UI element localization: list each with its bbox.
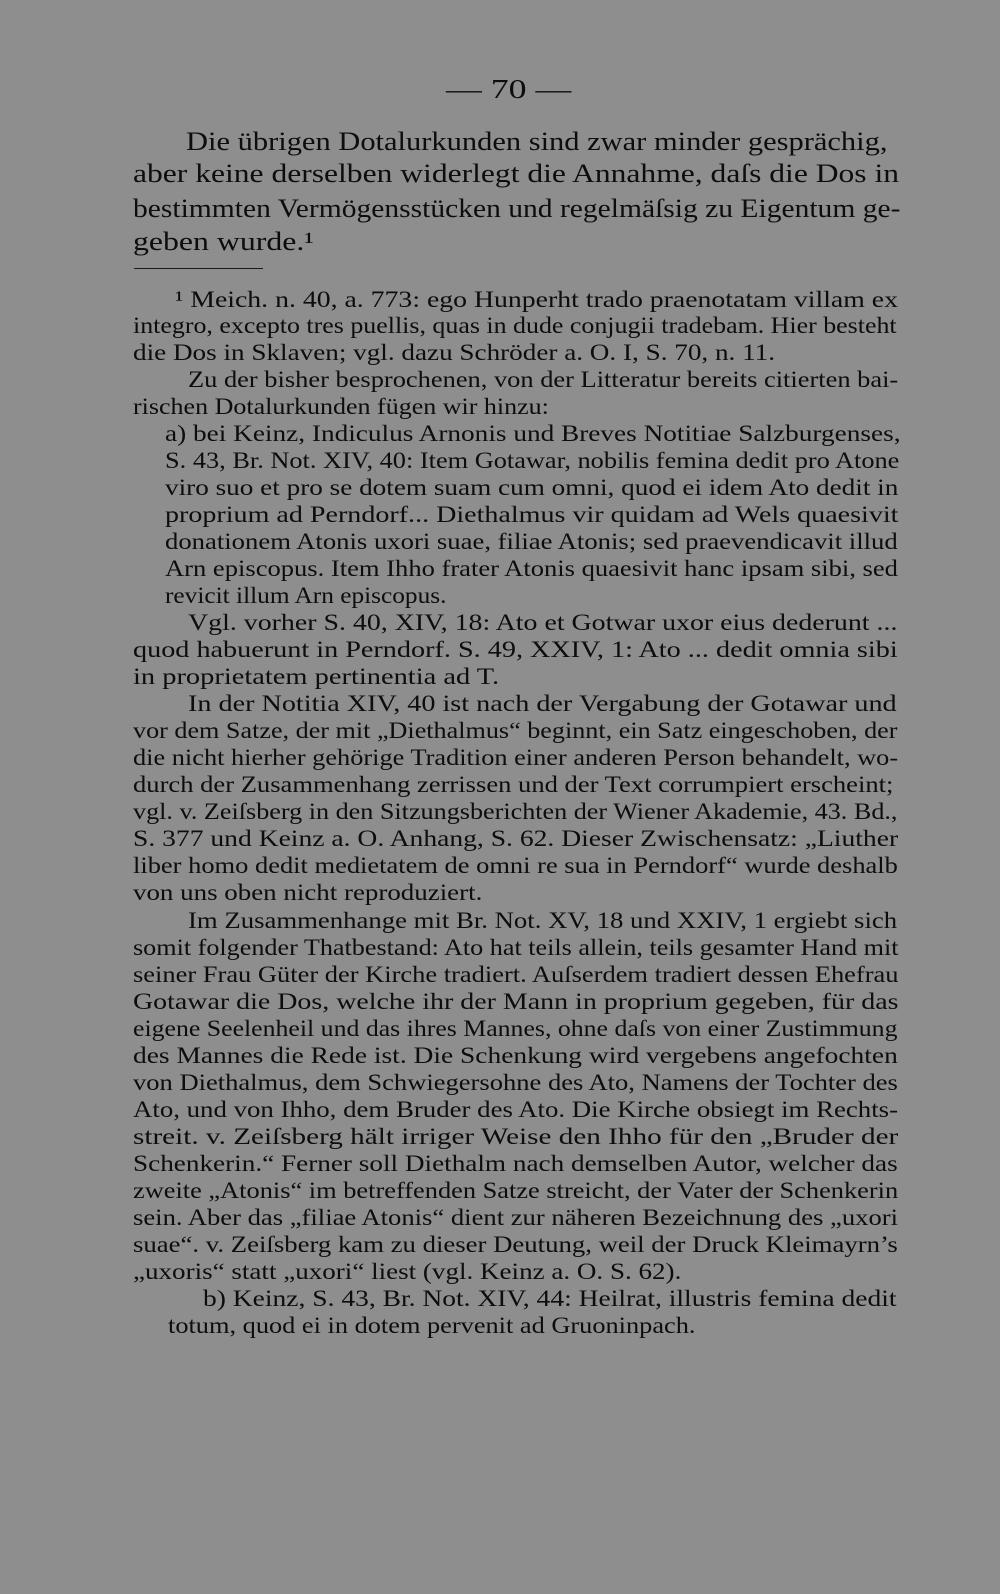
main-text-line: aber keine derselben widerlegt die Annahme, daſs die Dos in <box>133 159 900 188</box>
footnote-line: die Dos in Sklaven; vgl. dazu Schröder a. O. I, S. 70, n. 11. <box>133 340 776 365</box>
footnote-line: die nicht hierher gehörige Tradition einer anderen Person behandelt, wo- <box>133 745 899 770</box>
footnote-line: S. 43, Br. Not. XIV, 40: Item Gotawar, nobilis femina dedit pro Atone <box>165 448 900 473</box>
footnote-line: in proprietatem pertinentia ad T. <box>133 664 500 689</box>
footnote-line: vor dem Satze, der mit „Diethalmus“ beginnt, ein Satz eingeschoben, der <box>133 718 898 743</box>
footnote-line: Arn episcopus. Item Ihho frater Atonis quaesivit hanc ipsam sibi, sed <box>165 556 898 581</box>
footnote-line: integro, excepto tres puellis, quas in dude conjugii tradebam. Hier besteht <box>133 313 897 338</box>
footnote-line: proprium ad Perndorf... Diethalmus vir quidam ad Wels quaesivit <box>165 502 899 527</box>
footnote-line: somit folgender Thatbestand: Ato hat teils allein, teils gesamter Hand mit <box>133 935 899 960</box>
footnote-line: von uns oben nicht reproduziert. <box>133 880 483 905</box>
footnote-line: donationem Atonis uxori suae, filiae Atonis; sed praevendicavit illud <box>165 529 898 554</box>
footnote-line: streit. v. Zeiſsberg hält irriger Weise den Ihho für den „Bruder der <box>133 1124 899 1149</box>
footnote-line: Zu der bisher besprochenen, von der Litteratur bereits citierten bai- <box>188 367 899 392</box>
page-number: — 70 — <box>446 74 572 104</box>
footnote-line: durch der Zusammenhang zerrissen und der Text corrumpiert erscheint; <box>133 772 894 797</box>
footnote-line: Ato, und von Ihho, dem Bruder des Ato. Die Kirche obsiegt im Rechts- <box>133 1097 899 1122</box>
footnote-line: revicit illum Arn episcopus. <box>165 583 447 608</box>
footnote-line: „uxoris“ statt „uxori“ liest (vgl. Keinz a. O. S. 62). <box>133 1259 682 1284</box>
main-text-line: geben wurde.¹ <box>133 227 314 256</box>
footnote-line: vgl. v. Zeiſsberg in den Sitzungsberichten der Wiener Akademie, 43. Bd., <box>133 799 898 824</box>
footnote-line: quod habuerunt in Perndorf. S. 49, XXIV, 1: Ato ... dedit omnia sibi <box>133 637 898 662</box>
footnote-line: von Diethalmus, dem Schwiegersohne des Ato, Namens der Tochter des <box>133 1070 898 1095</box>
footnote-line: In der Notitia XIV, 40 ist nach der Vergabung der Gotawar und <box>188 691 897 716</box>
footnote-line: Gotawar die Dos, welche ihr der Mann in proprium gegeben, für das <box>133 989 899 1014</box>
footnote-line: des Mannes die Rede ist. Die Schenkung wird vergebens angefochten <box>133 1043 898 1068</box>
footnote-line: liber homo dedit medietatem de omni re sua in Perndorf“ wurde deshalb <box>133 853 898 878</box>
footnote-line: Im Zusammenhange mit Br. Not. XV, 18 und XXIV, 1 ergiebt sich <box>188 908 898 933</box>
footnote-line: S. 377 und Keinz a. O. Anhang, S. 62. Dieser Zwischensatz: „Liuther <box>133 826 899 851</box>
footnote-line: rischen Dotalurkunden fügen wir hinzu: <box>133 394 549 419</box>
footnote-line: zweite „Atonis“ im betreffenden Satze streicht, der Vater der Schenkerin <box>133 1178 899 1203</box>
footnote-line: seiner Frau Güter der Kirche tradiert. Auſserdem tradiert dessen Ehefrau <box>133 962 899 987</box>
footnote-line: sein. Aber das „filiae Atonis“ dient zur näheren Bezeichnung des „uxori <box>133 1205 899 1230</box>
footnote-line: Schenkerin.“ Ferner soll Diethalm nach demselben Autor, welcher das <box>133 1151 898 1176</box>
footnote-line: eigene Seelenheil und das ihres Mannes, ohne daſs von einer Zustimmung <box>133 1016 898 1041</box>
footnote-line: a) bei Keinz, Indiculus Arnonis und Breves Notitiae Salzburgenses, <box>165 421 901 446</box>
main-text-line: bestimmten Vermögensstücken und regelmäſsig zu Eigentum ge- <box>133 194 901 223</box>
footnote-line: Vgl. vorher S. 40, XIV, 18: Ato et Gotwar uxor eius dederunt ... <box>188 610 898 635</box>
main-text-line: Die übrigen Dotalurkunden sind zwar minder gesprächig, <box>186 127 888 156</box>
footnote-separator <box>134 268 263 269</box>
footnote-line: totum, quod ei in dotem pervenit ad Gruoninpach. <box>168 1313 696 1338</box>
footnote-line: ¹ Meich. n. 40, a. 773: ego Hunperht trado praenotatam villam ex <box>175 287 898 312</box>
footnote-line: b) Keinz, S. 43, Br. Not. XIV, 44: Heilrat, illustris femina dedit <box>203 1286 897 1311</box>
footnote-line: suae“. v. Zeiſsberg kam zu dieser Deutung, weil der Druck Kleimayrn’s <box>133 1232 898 1257</box>
footnote-line: viro suo et pro se dotem suam cum omni, quod ei idem Ato dedit in <box>165 475 899 500</box>
